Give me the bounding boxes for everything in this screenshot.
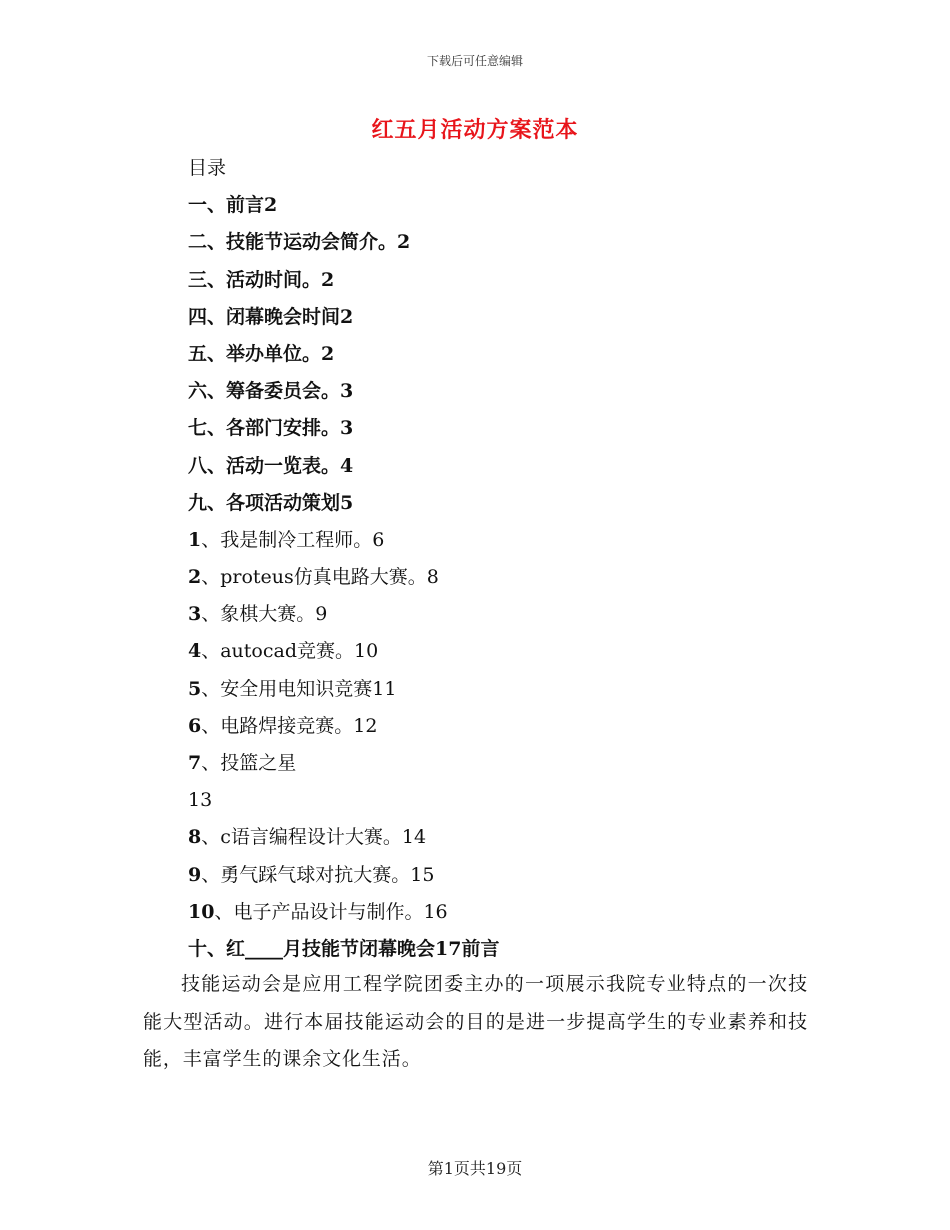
toc-sub-item-continuation: [188, 782, 828, 819]
toc-sub-item-number: 10: [188, 900, 215, 923]
toc-sub-item: [188, 894, 828, 931]
toc-sub-item-text: 、象棋大赛。9: [201, 603, 328, 626]
header-note: 下载后可任意编辑: [426, 54, 523, 68]
toc-sub-item-text: 、电路焊接竞赛。12: [201, 714, 378, 737]
toc-sub-item-number: 1: [188, 528, 202, 551]
toc-sub-item-text: 、proteus仿真电路大赛。8: [201, 566, 439, 589]
toc-sub-item-text: 、我是制冷工程师。6: [201, 528, 385, 551]
toc-sub-item-number: 6: [188, 714, 202, 737]
toc-sub-item-text: 、投篮之星: [201, 752, 297, 774]
toc-item: 九、各项活动策划5: [188, 491, 354, 514]
toc-sub-item: [188, 708, 828, 745]
toc-sub-item-text: 、c语言编程设计大赛。14: [201, 826, 427, 849]
toc-sub-item-number: 8: [188, 826, 202, 849]
toc-sub-item-text: 、电子产品设计与制作。16: [214, 900, 448, 923]
toc-heading: 目录: [188, 157, 227, 179]
document-title: 红五月活动方案范本: [371, 117, 579, 143]
toc-sub-item: [188, 522, 828, 559]
toc-sub-item-text: 、勇气踩气球对抗大赛。15: [201, 863, 435, 886]
toc-item: 八、活动一览表。4: [188, 454, 354, 477]
toc-item: 一、前言2: [188, 194, 278, 217]
toc-sub-item: [188, 857, 828, 894]
toc-item: 十、红____月技能节闭幕晚会17前言: [188, 937, 500, 960]
toc-item: 二、技能节运动会简介。2: [188, 231, 411, 254]
toc-sub-item-text: 、安全用电知识竞赛11: [201, 677, 397, 700]
body-paragraph: 技能运动会是应用工程学院团委主办的一项展示我院专业特点的一次技能大型活动。进行本届技能运动会的目的是进一步提高学生的专业素养和技能，丰富学生的课余文化生活。: [143, 973, 808, 1070]
toc-sub-item: [188, 671, 828, 708]
toc-sub-item-number: 4: [188, 640, 202, 663]
toc-sub-item: [188, 745, 828, 782]
toc-sub-item-number: 2: [188, 566, 202, 589]
toc-sub-item-text: 13: [188, 789, 213, 812]
page-footer: 第1页共19页: [427, 1159, 523, 1178]
toc-item: 六、筹备委员会。3: [188, 380, 354, 403]
toc-sub-item-number: 5: [188, 677, 202, 700]
toc-sub-item: [188, 633, 828, 670]
toc-sub-item-text: 、autocad竞赛。10: [201, 640, 379, 663]
toc-sub-item: [188, 559, 828, 596]
toc-item: 四、闭幕晚会时间2: [188, 305, 354, 328]
toc-item: 五、举办单位。2: [188, 342, 335, 365]
toc-sub-item-number: 3: [188, 603, 202, 626]
toc-item: 三、活动时间。2: [188, 268, 335, 291]
table-of-contents: [188, 150, 828, 968]
toc-item: 七、各部门安排。3: [188, 417, 354, 440]
toc-sub-item-number: 9: [188, 863, 202, 886]
toc-sub-item-number: 7: [188, 752, 202, 774]
toc-sub-item: [188, 596, 828, 633]
toc-sub-item: [188, 819, 828, 856]
